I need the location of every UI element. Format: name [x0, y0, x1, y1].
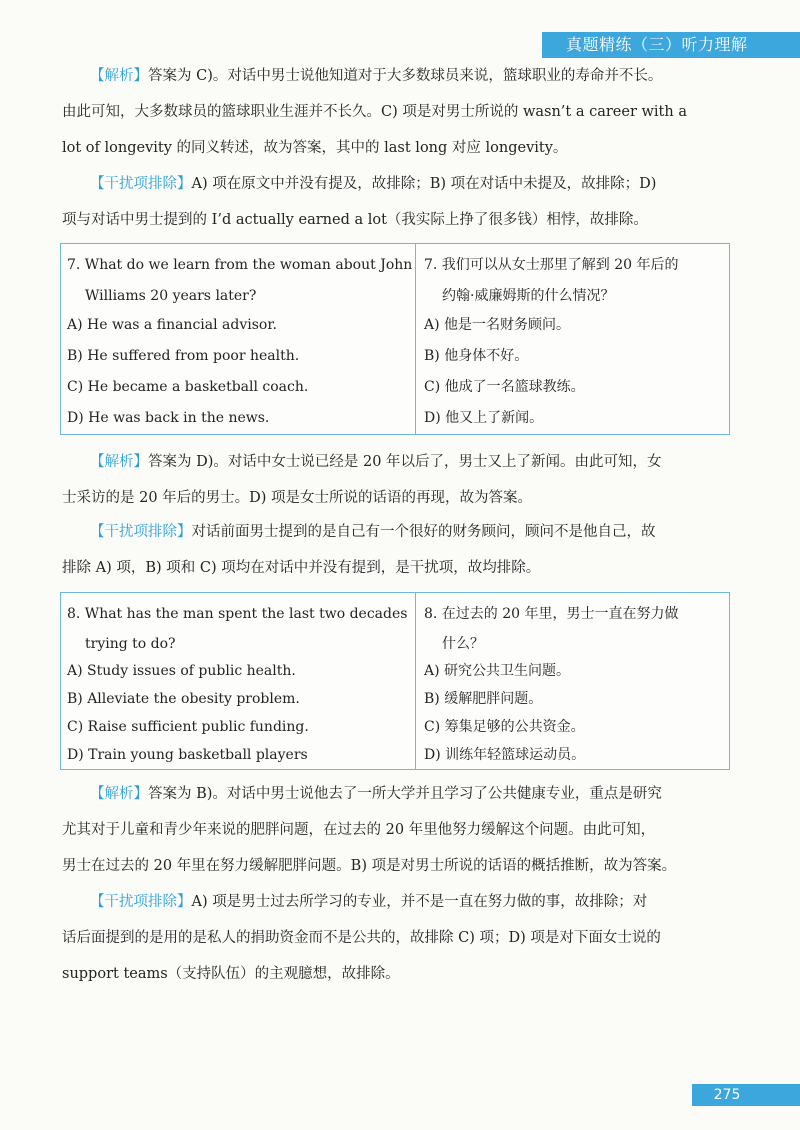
text-line: 答案为 B)。对话中男士说他去了一所大学并且学习了公共健康专业，重点是研究	[148, 786, 662, 802]
option-b: B) Alleviate the obesity problem.	[67, 691, 300, 707]
text-line: 对话前面男士提到的是自己有一个很好的财务顾问，顾问不是他自己，故	[191, 524, 656, 540]
text-line: 排除 A) 项，B) 项和 C) 项均在对话中并没有提到，是干扰项，故均排除。	[62, 560, 541, 576]
option-c: C) Raise sufficient public funding.	[67, 719, 309, 735]
text-line: support teams（支持队伍）的主观臆想，故排除。	[62, 966, 400, 982]
question-en-column	[61, 244, 416, 434]
question-zh-column	[416, 593, 729, 769]
text-line: 士采访的是 20 年后的男士。D) 项是女士所说的话语的再现，故为答案。	[62, 490, 533, 506]
text-line: 尤其对于儿童和青少年来说的肥胖问题，在过去的 20 年里他努力缓解这个问题。由此可知，	[62, 822, 656, 838]
analysis-paragraph-q6	[62, 58, 738, 166]
distractor-tag: 【干扰项排除】	[90, 524, 192, 540]
question-stem-zh: 什么？	[442, 636, 484, 652]
text-line: 答案为 C)。对话中男士说他知道对于大多数球员来说，篮球职业的寿命并不长。	[148, 68, 663, 84]
option-c-zh: C) 他成了一名篮球教练。	[424, 379, 585, 395]
page-number-strip	[762, 1084, 800, 1106]
distractor-paragraph-q7	[62, 514, 738, 586]
option-b-zh: B) 他身体不好。	[424, 348, 529, 364]
option-a: A) He was a financial advisor.	[67, 317, 277, 333]
option-a-zh: A) 他是一名财务顾问。	[424, 317, 571, 333]
option-d-zh: D) 训练年轻篮球运动员。	[424, 747, 586, 763]
text-line: 项与对话中男士提到的 I’d actually earned a lot（我实际上挣了很多钱）相悖，故排除。	[62, 212, 648, 228]
distractor-paragraph-q6	[62, 166, 738, 238]
question-stem-zh: 8. 在过去的 20 年里，男士一直在努力做	[424, 606, 679, 622]
analysis-tag: 【解析】	[90, 454, 148, 470]
option-c-zh: C) 筹集足够的公共资金。	[424, 719, 585, 735]
text-line: 话后面提到的是用的是私人的捐助资金而不是公共的，故排除 C) 项；D) 项是对下面女士说的	[62, 930, 661, 946]
question-stem: 7. What do we learn from the woman about John	[67, 257, 413, 273]
option-c: C) He became a basketball coach.	[67, 379, 309, 395]
distractor-tag: 【干扰项排除】	[90, 176, 192, 192]
text-line: 由此可知，大多数球员的篮球职业生涯并不长久。C) 项是对男士所说的 wasn’t a career with a	[62, 104, 687, 120]
text-line: 答案为 D)。对话中女士说已经是 20 年以后了，男士又上了新闻。由此可知，女	[148, 454, 662, 470]
question-zh-column	[416, 244, 729, 434]
question-box-7	[60, 243, 730, 435]
option-a: A) Study issues of public health.	[67, 663, 296, 679]
text-line: A) 项在原文中并没有提及，故排除；B) 项在对话中未提及，故排除；D)	[191, 176, 657, 192]
text-line: 男士在过去的 20 年里在努力缓解肥胖问题。B) 项是对男士所说的话语的概括推断，故为答案。	[62, 858, 677, 874]
question-stem: Williams 20 years later?	[85, 288, 257, 304]
option-b: B) He suffered from poor health.	[67, 348, 300, 364]
text-line: A) 项是男士过去所学习的专业，并不是一直在努力做的事，故排除；对	[191, 894, 648, 910]
text-line: lot of longevity 的同义转述，故为答案，其中的 last long 对应 longevity。	[62, 140, 568, 156]
distractor-paragraph-q8	[62, 884, 738, 992]
option-d-zh: D) 他又上了新闻。	[424, 410, 544, 426]
section-header: 真题精练（三）听力理解	[542, 32, 800, 58]
option-d: D) He was back in the news.	[67, 410, 270, 426]
analysis-paragraph-q7	[62, 444, 738, 516]
question-stem: trying to do?	[85, 636, 176, 652]
option-a-zh: A) 研究公共卫生问题。	[424, 663, 571, 679]
question-stem: 8. What has the man spent the last two decades	[67, 606, 408, 622]
question-box-8	[60, 592, 730, 770]
question-stem-zh: 约翰·威廉姆斯的什么情况？	[442, 288, 615, 304]
question-en-column	[61, 593, 416, 769]
page-number: 275	[692, 1084, 762, 1106]
analysis-paragraph-q8	[62, 776, 738, 884]
question-stem-zh: 7. 我们可以从女士那里了解到 20 年后的	[424, 257, 679, 273]
analysis-tag: 【解析】	[90, 68, 148, 84]
distractor-tag: 【干扰项排除】	[90, 894, 192, 910]
option-b-zh: B) 缓解肥胖问题。	[424, 691, 543, 707]
option-d: D) Train young basketball players	[67, 747, 308, 763]
analysis-tag: 【解析】	[90, 786, 148, 802]
